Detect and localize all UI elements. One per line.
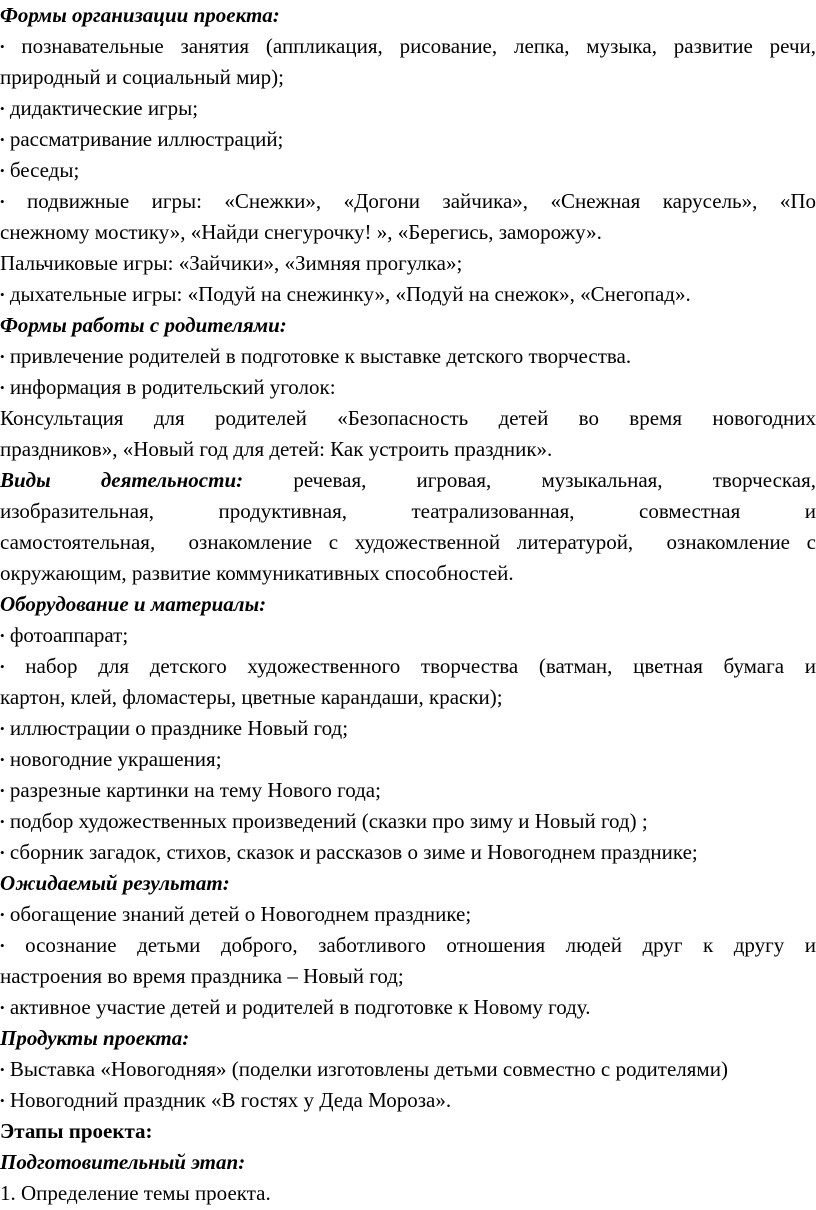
- bullet: •: [0, 1000, 5, 1015]
- list-item: • набор для детского художественного творчества (ватман, цветная бумага и: [0, 654, 816, 678]
- list-item: • подбор художественных произведений (сказки про зиму и Новый год) ;: [0, 809, 648, 833]
- heading-forms: Формы организации проекта:: [0, 3, 280, 27]
- bullet: •: [0, 380, 5, 395]
- list-item: • осознание детьми доброго, заботливого отношения людей друг к другу и: [0, 933, 816, 957]
- text-line: Консультация для родителей «Безопасность детей во время новогодних: [0, 406, 816, 430]
- text-line: самостоятельная, ознакомление с художественной литературой, ознакомление с: [0, 530, 816, 554]
- heading-result: Ожидаемый результат:: [0, 871, 230, 895]
- bullet: •: [0, 101, 5, 116]
- list-item: • беседы;: [0, 158, 80, 182]
- list-item: • информация в родительский уголок:: [0, 375, 336, 399]
- list-item: • подвижные игры: «Снежки», «Догони зайчика», «Снежная карусель», «По: [0, 189, 816, 213]
- bullet: •: [0, 1062, 5, 1077]
- bullet: •: [0, 721, 5, 736]
- bullet: •: [0, 163, 5, 178]
- text-line: картон, клей, фломастеры, цветные карандаши, краски);: [0, 685, 503, 709]
- heading-equipment: Оборудование и материалы:: [0, 592, 267, 616]
- text-line: 1. Определение темы проекта.: [0, 1181, 271, 1205]
- text-line: природный и социальный мир);: [0, 65, 284, 89]
- bullet: •: [0, 814, 5, 829]
- heading-activity: Виды деятельности:: [0, 468, 244, 492]
- bullet: •: [0, 287, 5, 302]
- list-item: • обогащение знаний детей о Новогоднем празднике;: [0, 902, 472, 926]
- text-line: окружающим, развитие коммуникативных способностей.: [0, 561, 514, 585]
- list-item: • иллюстрации о празднике Новый год;: [0, 716, 349, 740]
- list-item: • новогодние украшения;: [0, 747, 222, 771]
- bullet: •: [0, 39, 5, 54]
- bullet: •: [0, 132, 5, 147]
- bullet: •: [0, 349, 5, 364]
- heading-products: Продукты проекта:: [0, 1026, 190, 1050]
- list-item: • разрезные картинки на тему Нового года;: [0, 778, 381, 802]
- list-item: • фотоаппарат;: [0, 623, 129, 647]
- bullet: •: [0, 628, 5, 643]
- list-item: • сборник загадок, стихов, сказок и рассказов о зиме и Новогоднем празднике;: [0, 840, 698, 864]
- bullet: •: [0, 783, 5, 798]
- list-item: • Новогодний праздник «В гостях у Деда Мороза».: [0, 1088, 452, 1112]
- list-item: • привлечение родителей в подготовке к выставке детского творчества.: [0, 344, 632, 368]
- text-line: настроения во время праздника – Новый год;: [0, 964, 404, 988]
- bullet: •: [0, 845, 5, 860]
- bullet: •: [0, 1093, 5, 1108]
- heading-stages: Этапы проекта:: [0, 1119, 153, 1143]
- list-item: • Выставка «Новогодняя» (поделки изготовлены детьми совместно с родителями): [0, 1057, 728, 1081]
- bullet: •: [0, 938, 5, 953]
- list-item: • рассматривание иллюстраций;: [0, 127, 284, 151]
- bullet: •: [0, 907, 5, 922]
- bullet: •: [0, 752, 5, 767]
- heading-parents: Формы работы с родителями:: [0, 313, 287, 337]
- bullet: •: [0, 659, 5, 674]
- text-line: снежному мостику», «Найди снегурочку! », «Берегись, заморожу».: [0, 220, 602, 244]
- text-line: изобразительная, продуктивная, театрализованная, совместная и: [0, 499, 816, 523]
- text-line: праздников», «Новый год для детей: Как устроить праздник».: [0, 437, 553, 461]
- text-line: Пальчиковые игры: «Зайчики», «Зимняя прогулка»;: [0, 251, 463, 275]
- activity-line: Виды деятельности: речевая, игровая, музыкальная, творческая,: [0, 468, 816, 492]
- list-item: • активное участие детей и родителей в подготовке к Новому году.: [0, 995, 591, 1019]
- list-item: • познавательные занятия (аппликация, рисование, лепка, музыка, развитие речи,: [0, 34, 816, 58]
- heading-prep: Подготовительный этап:: [0, 1150, 246, 1174]
- list-item: • дидактические игры;: [0, 96, 199, 120]
- list-item: • дыхательные игры: «Подуй на снежинку», «Подуй на снежок», «Снегопад».: [0, 282, 691, 306]
- bullet: •: [0, 194, 5, 209]
